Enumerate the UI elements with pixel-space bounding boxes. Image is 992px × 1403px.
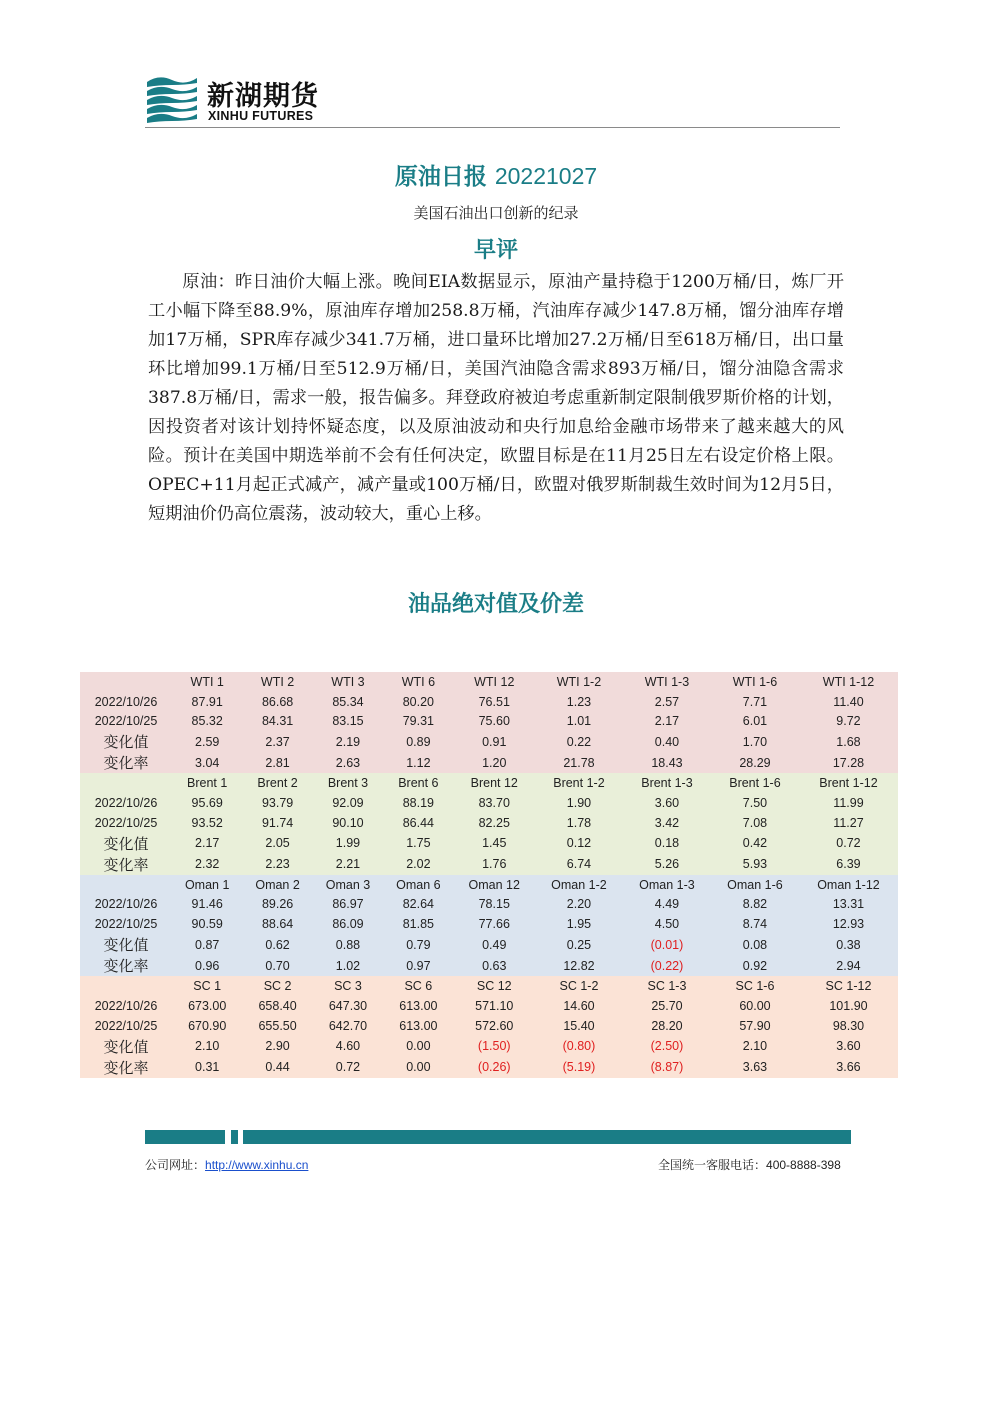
table-cell: 2.21: [313, 854, 383, 875]
table-cell: 0.62: [242, 934, 312, 955]
table-cell: 25.70: [623, 996, 711, 1016]
column-header: SC 6: [383, 976, 453, 996]
table-cell: 2.17: [172, 833, 242, 854]
table-cell: 81.85: [383, 914, 453, 934]
table-cell: 90.59: [172, 914, 242, 934]
table-cell: (8.87): [623, 1057, 711, 1078]
table-cell: 0.63: [454, 955, 535, 976]
table-row: [80, 895, 898, 915]
table-cell: 0.00: [383, 1036, 453, 1057]
table-cell: 18.43: [623, 752, 711, 773]
table-cell: 0.89: [383, 731, 453, 752]
table-cell: 12.93: [799, 914, 898, 934]
column-header: Oman 1-2: [535, 875, 623, 895]
table-cell: 0.92: [711, 955, 799, 976]
table-cell: 15.40: [535, 1016, 623, 1036]
table-cell: 1.45: [454, 833, 535, 854]
table-cell: 13.31: [799, 895, 898, 915]
table-cell: 0.70: [242, 955, 312, 976]
table-cell: 88.19: [383, 793, 453, 813]
table-cell: 2.94: [799, 955, 898, 976]
footer-bar-segment: [243, 1130, 851, 1144]
table-cell: 0.00: [383, 1057, 453, 1078]
morning-comment-paragraph: 原油：昨日油价大幅上涨。晚间EIA数据显示，原油产量持稳于1200万桶/日，炼厂开工小幅下降至88.9%，原油库存增加258.8万桶，汽油库存减少147.8万桶，馏分油库存增加17万桶，SPR库存减少341.7万桶，进口量环比增加27.2万桶/日至618万桶/日，出口量环比增加99.1万桶/日至512.9万桶/日，美国汽油隐含需求893万桶/日，馏分油隐含需求387.8万桶/日，需求一般，报告偏多。拜登政府被迫考虑重新制定限制俄罗斯价格的计划，因投资者对该计划持怀疑态度，以及原油波动和央行加息给金融市场带来了越来越大的风险。预计在美国中期选举前不会有任何决定，欧盟目标是在11月25日左右设定价格上限。OPEC+11月起正式减产，减产量或100万桶/日，欧盟对俄罗斯制裁生效时间为12月5日，短期油价仍高位震荡，波动较大，重心上移。: [148, 272, 844, 524]
header-divider: [145, 127, 840, 128]
table-cell: 4.50: [623, 914, 711, 934]
website-link[interactable]: http://www.xinhu.cn: [205, 1158, 309, 1172]
table-cell: 6.01: [711, 712, 799, 732]
table-cell: 8.82: [711, 895, 799, 915]
table-cell: 91.46: [172, 895, 242, 915]
table-cell: 647.30: [313, 996, 383, 1016]
waves-logo-icon: [145, 72, 199, 124]
table-cell: 5.93: [711, 854, 799, 875]
table-cell: 2.32: [172, 854, 242, 875]
table-cell: 91.74: [242, 813, 312, 833]
table-cell: 1.20: [454, 752, 535, 773]
table-cell: 1.23: [535, 692, 623, 712]
table-row: [80, 955, 898, 976]
company-logo: [145, 72, 345, 126]
report-subtitle: 美国石油出口创新的纪录: [413, 204, 579, 222]
table-cell: 85.32: [172, 712, 242, 732]
hotline-label: 全国统一客服电话：: [658, 1158, 767, 1172]
table-cell: 1.02: [313, 955, 383, 976]
column-header: WTI 3: [313, 672, 383, 692]
table-cell: 2.19: [313, 731, 383, 752]
row-label: 变化率: [80, 854, 172, 875]
row-label: 变化率: [80, 1057, 172, 1078]
table-cell: 0.40: [623, 731, 711, 752]
table-cell: (1.50): [454, 1036, 535, 1057]
table-row: [80, 813, 898, 833]
table-cell: 2.10: [711, 1036, 799, 1057]
table-cell: 0.44: [242, 1057, 312, 1078]
column-header: SC 1-3: [623, 976, 711, 996]
table-header-row: [80, 976, 898, 996]
table-row: [80, 692, 898, 712]
table-cell: 4.49: [623, 895, 711, 915]
table-cell: 2.23: [242, 854, 312, 875]
table-cell: 83.70: [454, 793, 535, 813]
brand-name-en: XINHU FUTURES: [208, 109, 314, 123]
footer-bar-segment: [145, 1130, 225, 1144]
table-row: [80, 854, 898, 875]
table-cell: 613.00: [383, 1016, 453, 1036]
row-label: [80, 672, 172, 692]
table-cell: 2.81: [242, 752, 312, 773]
table-row: [80, 833, 898, 854]
table-cell: 0.12: [535, 833, 623, 854]
column-header: SC 1: [172, 976, 242, 996]
table-cell: 1.99: [313, 833, 383, 854]
table-cell: 2.57: [623, 692, 711, 712]
table-cell: 85.34: [313, 692, 383, 712]
column-header: Oman 1: [172, 875, 242, 895]
table-row: [80, 712, 898, 732]
brand-name-cn: 新湖期货: [207, 81, 319, 112]
table-cell: 0.91: [454, 731, 535, 752]
table-header-row: [80, 773, 898, 793]
column-header: Oman 1-3: [623, 875, 711, 895]
table-cell: 6.74: [535, 854, 623, 875]
table-cell: 2.10: [172, 1036, 242, 1057]
row-label: 变化值: [80, 1036, 172, 1057]
report-title-text: 原油日报: [394, 164, 487, 190]
hotline-number: 400-8888-398: [766, 1158, 841, 1172]
column-header: Oman 12: [454, 875, 535, 895]
table-cell: 0.72: [799, 833, 898, 854]
table-cell: 1.12: [383, 752, 453, 773]
table-cell: 95.69: [172, 793, 242, 813]
table-cell: 76.51: [454, 692, 535, 712]
column-header: SC 1-2: [535, 976, 623, 996]
table-cell: 11.99: [799, 793, 898, 813]
table-cell: (0.22): [623, 955, 711, 976]
table-cell: 2.59: [172, 731, 242, 752]
row-label: [80, 773, 172, 793]
table-row: [80, 914, 898, 934]
table-cell: 0.42: [711, 833, 799, 854]
table-cell: (2.50): [623, 1036, 711, 1057]
column-header: Brent 1-12: [799, 773, 898, 793]
table-cell: 2.63: [313, 752, 383, 773]
column-header: SC 3: [313, 976, 383, 996]
table-cell: 93.79: [242, 793, 312, 813]
table-row: [80, 1057, 898, 1078]
table-cell: 7.08: [711, 813, 799, 833]
comment-heading: 早评: [473, 237, 518, 263]
column-header: SC 2: [242, 976, 312, 996]
row-label: 2022/10/26: [80, 895, 172, 915]
table-cell: 0.79: [383, 934, 453, 955]
table-cell: 21.78: [535, 752, 623, 773]
table-cell: 2.17: [623, 712, 711, 732]
table-cell: 1.76: [454, 854, 535, 875]
oil-price-spread-table: [80, 672, 898, 1078]
table-row: [80, 752, 898, 773]
table-cell: 0.72: [313, 1057, 383, 1078]
footer-bar-segment: [231, 1130, 238, 1144]
row-label: 2022/10/25: [80, 813, 172, 833]
table-cell: 86.97: [313, 895, 383, 915]
table-cell: (0.01): [623, 934, 711, 955]
column-header: Brent 1-6: [711, 773, 799, 793]
row-label: 2022/10/26: [80, 793, 172, 813]
column-header: Brent 2: [242, 773, 312, 793]
table-cell: 6.39: [799, 854, 898, 875]
table-cell: 80.20: [383, 692, 453, 712]
column-header: Oman 1-12: [799, 875, 898, 895]
table-cell: 17.28: [799, 752, 898, 773]
table-cell: 642.70: [313, 1016, 383, 1036]
table-header-row: [80, 672, 898, 692]
table-cell: (0.80): [535, 1036, 623, 1057]
table-cell: 88.64: [242, 914, 312, 934]
table-cell: 658.40: [242, 996, 312, 1016]
column-header: WTI 1: [172, 672, 242, 692]
table-cell: 82.64: [383, 895, 453, 915]
column-header: WTI 2: [242, 672, 312, 692]
table-header-row: [80, 875, 898, 895]
table-cell: 571.10: [454, 996, 535, 1016]
table-cell: 101.90: [799, 996, 898, 1016]
table-cell: 7.71: [711, 692, 799, 712]
row-label: 2022/10/25: [80, 712, 172, 732]
column-header: Brent 6: [383, 773, 453, 793]
table-cell: 1.75: [383, 833, 453, 854]
table-cell: 0.25: [535, 934, 623, 955]
table-cell: 78.15: [454, 895, 535, 915]
column-header: Brent 1-2: [535, 773, 623, 793]
row-label: 变化值: [80, 833, 172, 854]
table-cell: 3.42: [623, 813, 711, 833]
table-cell: 1.95: [535, 914, 623, 934]
table-cell: 2.90: [242, 1036, 312, 1057]
column-header: Brent 3: [313, 773, 383, 793]
column-header: SC 1-12: [799, 976, 898, 996]
row-label: [80, 976, 172, 996]
table-cell: 2.20: [535, 895, 623, 915]
table-cell: 0.31: [172, 1057, 242, 1078]
table-cell: 90.10: [313, 813, 383, 833]
table-cell: 89.26: [242, 895, 312, 915]
table-cell: 87.91: [172, 692, 242, 712]
table-cell: 3.60: [799, 1036, 898, 1057]
column-header: WTI 1-3: [623, 672, 711, 692]
table-cell: 93.52: [172, 813, 242, 833]
row-label: 变化值: [80, 934, 172, 955]
table-cell: 28.20: [623, 1016, 711, 1036]
table-cell: 75.60: [454, 712, 535, 732]
column-header: Brent 1-3: [623, 773, 711, 793]
table-cell: 0.22: [535, 731, 623, 752]
column-header: Brent 1: [172, 773, 242, 793]
table-cell: 3.60: [623, 793, 711, 813]
table-cell: 0.88: [313, 934, 383, 955]
column-header: Oman 2: [242, 875, 312, 895]
table-cell: 83.15: [313, 712, 383, 732]
table-cell: 1.70: [711, 731, 799, 752]
row-label: 2022/10/25: [80, 914, 172, 934]
table-cell: 0.18: [623, 833, 711, 854]
table-row: [80, 934, 898, 955]
table-cell: 4.60: [313, 1036, 383, 1057]
row-label: 变化率: [80, 955, 172, 976]
table-row: [80, 1036, 898, 1057]
report-date: 20221027: [494, 163, 598, 189]
table-cell: 613.00: [383, 996, 453, 1016]
table-cell: 0.49: [454, 934, 535, 955]
table-cell: 0.87: [172, 934, 242, 955]
table-cell: 3.63: [711, 1057, 799, 1078]
footer-hotline: [658, 1156, 851, 1173]
table-cell: 77.66: [454, 914, 535, 934]
table-row: [80, 1016, 898, 1036]
table-cell: 82.25: [454, 813, 535, 833]
table-cell: 2.02: [383, 854, 453, 875]
table-cell: 98.30: [799, 1016, 898, 1036]
table-cell: 1.90: [535, 793, 623, 813]
table-cell: 57.90: [711, 1016, 799, 1036]
report-title: [0, 158, 992, 191]
row-label: 2022/10/25: [80, 1016, 172, 1036]
column-header: SC 12: [454, 976, 535, 996]
table-cell: 2.05: [242, 833, 312, 854]
table-cell: 11.40: [799, 692, 898, 712]
table-cell: 92.09: [313, 793, 383, 813]
table-cell: 572.60: [454, 1016, 535, 1036]
footer-website: [145, 1156, 308, 1173]
table-cell: 1.78: [535, 813, 623, 833]
table-cell: 1.68: [799, 731, 898, 752]
price-table-body: [80, 672, 898, 1078]
column-header: SC 1-6: [711, 976, 799, 996]
column-header: WTI 12: [454, 672, 535, 692]
table-cell: 0.97: [383, 955, 453, 976]
column-header: Oman 1-6: [711, 875, 799, 895]
table-cell: 0.96: [172, 955, 242, 976]
column-header: Brent 12: [454, 773, 535, 793]
row-label: 变化率: [80, 752, 172, 773]
table-cell: 14.60: [535, 996, 623, 1016]
column-header: WTI 1-12: [799, 672, 898, 692]
table-cell: 670.90: [172, 1016, 242, 1036]
table-cell: (5.19): [535, 1057, 623, 1078]
table-cell: 3.04: [172, 752, 242, 773]
table-cell: 8.74: [711, 914, 799, 934]
table-cell: 7.50: [711, 793, 799, 813]
table-cell: 60.00: [711, 996, 799, 1016]
table-cell: 0.38: [799, 934, 898, 955]
website-label: 公司网址：: [145, 1158, 206, 1172]
table-cell: 11.27: [799, 813, 898, 833]
table-cell: 3.66: [799, 1057, 898, 1078]
table-cell: 9.72: [799, 712, 898, 732]
table-cell: 86.09: [313, 914, 383, 934]
column-header: Oman 6: [383, 875, 453, 895]
table-row: [80, 996, 898, 1016]
row-label: 2022/10/26: [80, 692, 172, 712]
table-cell: 84.31: [242, 712, 312, 732]
column-header: WTI 1-2: [535, 672, 623, 692]
table-cell: 86.44: [383, 813, 453, 833]
table-cell: 5.26: [623, 854, 711, 875]
table-cell: 655.50: [242, 1016, 312, 1036]
column-header: WTI 6: [383, 672, 453, 692]
table-cell: 12.82: [535, 955, 623, 976]
table-row: [80, 731, 898, 752]
column-header: WTI 1-6: [711, 672, 799, 692]
row-label: 2022/10/26: [80, 996, 172, 1016]
column-header: Oman 3: [313, 875, 383, 895]
table-cell: 86.68: [242, 692, 312, 712]
row-label: 变化值: [80, 731, 172, 752]
table-row: [80, 793, 898, 813]
row-label: [80, 875, 172, 895]
table-cell: 28.29: [711, 752, 799, 773]
table-cell: (0.26): [454, 1057, 535, 1078]
table-cell: 0.08: [711, 934, 799, 955]
table-cell: 673.00: [172, 996, 242, 1016]
table-cell: 1.01: [535, 712, 623, 732]
table-cell: 79.31: [383, 712, 453, 732]
table-heading: 油品绝对值及价差: [407, 591, 584, 617]
table-cell: 2.37: [242, 731, 312, 752]
